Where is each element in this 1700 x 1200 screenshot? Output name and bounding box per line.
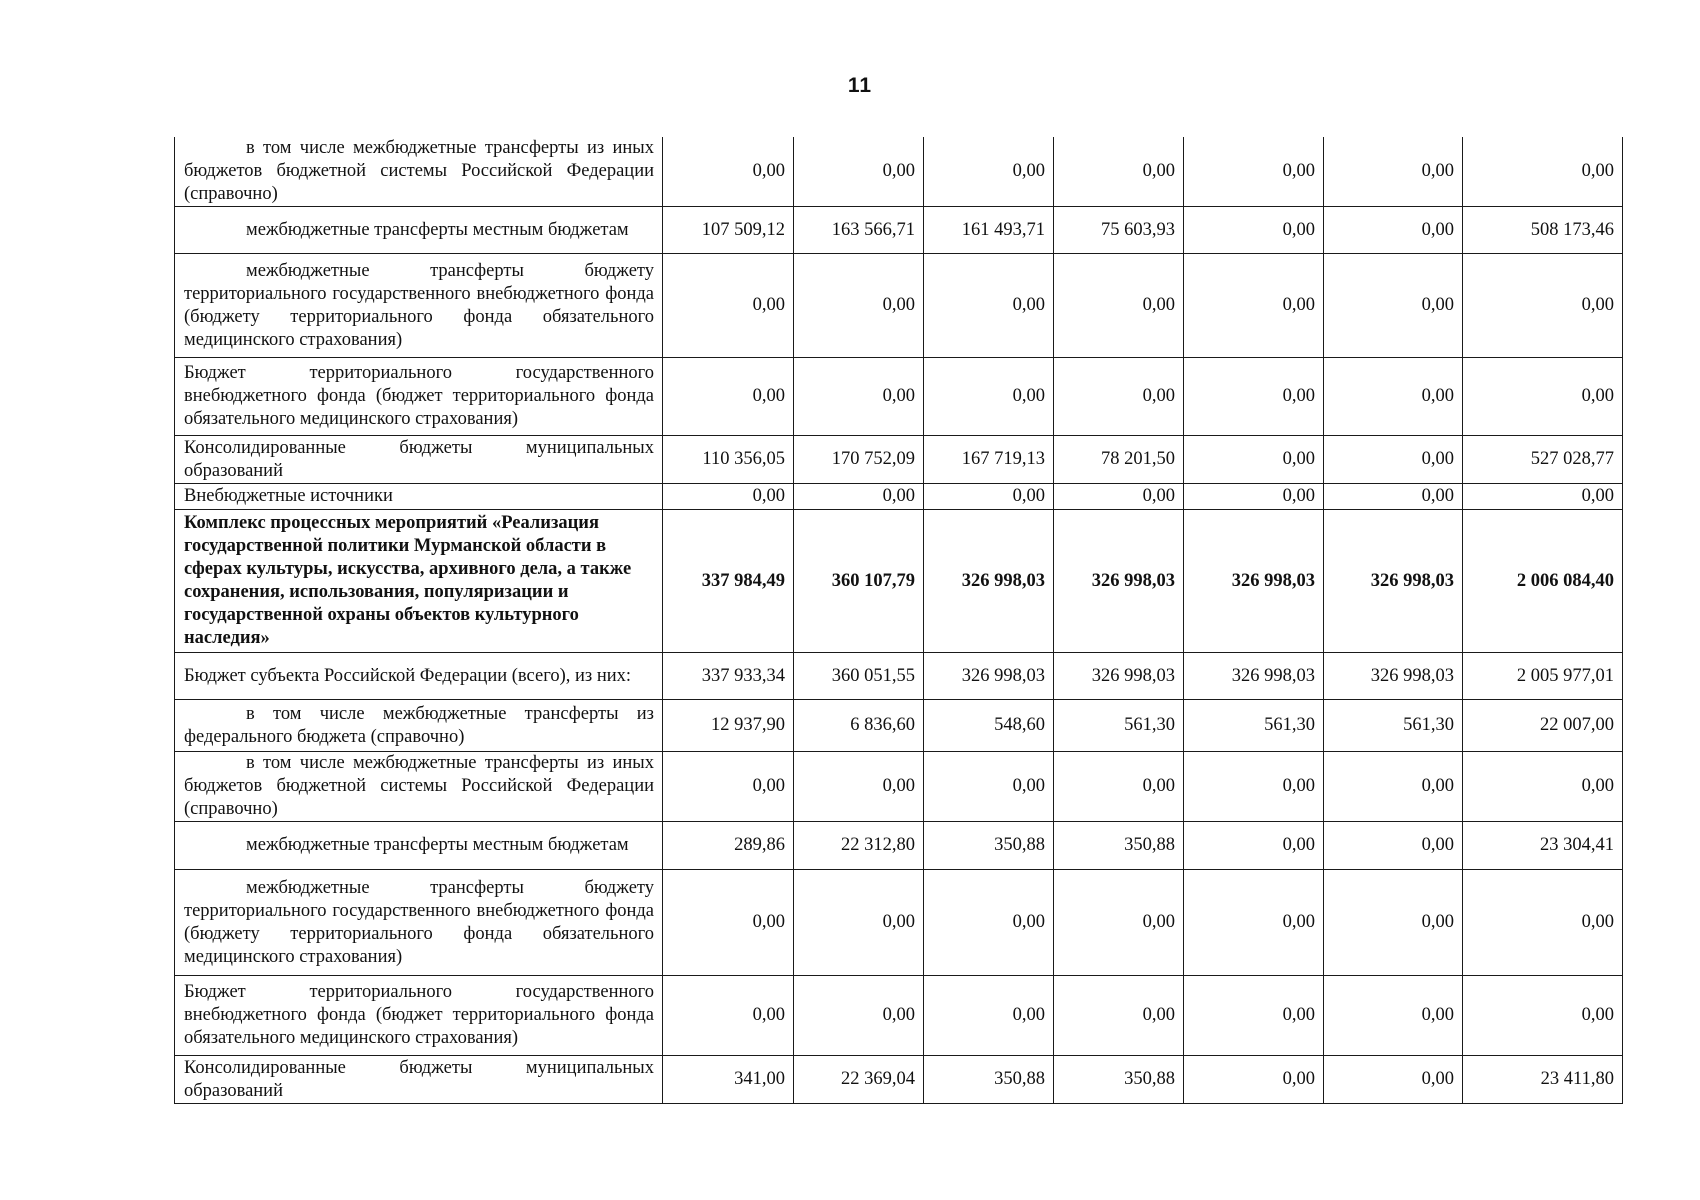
value-cell: 0,00 (1324, 484, 1463, 510)
value-cell: 0,00 (1463, 870, 1623, 976)
value-cell: 75 603,93 (1054, 207, 1184, 254)
value-cell: 0,00 (1054, 254, 1184, 358)
value-cell: 0,00 (1463, 484, 1623, 510)
row-label: Бюджет субъекта Российской Федерации (всего), из них: (175, 653, 663, 700)
value-cell: 0,00 (1184, 358, 1324, 436)
value-cell: 508 173,46 (1463, 207, 1623, 254)
value-cell: 0,00 (663, 358, 794, 436)
value-cell: 110 356,05 (663, 436, 794, 484)
value-cell: 0,00 (1184, 822, 1324, 870)
value-cell: 0,00 (1184, 976, 1324, 1056)
value-cell: 0,00 (924, 752, 1054, 822)
value-cell: 22 312,80 (794, 822, 924, 870)
value-cell: 0,00 (1054, 752, 1184, 822)
value-cell: 350,88 (924, 1056, 1054, 1104)
value-cell: 0,00 (1184, 137, 1324, 207)
value-cell: 0,00 (924, 254, 1054, 358)
value-cell: 0,00 (794, 752, 924, 822)
value-cell: 326 998,03 (1184, 510, 1324, 653)
row-label: Консолидированные бюджеты муниципальных образований (175, 1056, 663, 1104)
value-cell: 0,00 (1054, 870, 1184, 976)
value-cell: 326 998,03 (924, 510, 1054, 653)
value-cell: 0,00 (1324, 870, 1463, 976)
table-row (175, 358, 1623, 436)
value-cell: 0,00 (1054, 358, 1184, 436)
value-cell: 107 509,12 (663, 207, 794, 254)
value-cell: 0,00 (1324, 358, 1463, 436)
value-cell: 6 836,60 (794, 700, 924, 752)
row-label: в том числе межбюджетные трансферты из иных бюджетов бюджетной системы Российской Федерации (справочно) (175, 752, 663, 822)
value-cell: 0,00 (1324, 1056, 1463, 1104)
row-label: межбюджетные трансферты бюджету территориального государственного внебюджетного фонда (бюджету территориального фонда обязательного медицинского страхования) (175, 254, 663, 358)
value-cell: 350,88 (924, 822, 1054, 870)
value-cell: 0,00 (1463, 752, 1623, 822)
table-row (175, 207, 1623, 254)
table-row (175, 1056, 1623, 1104)
value-cell: 0,00 (1324, 822, 1463, 870)
row-label: Внебюджетные источники (175, 484, 663, 510)
value-cell: 0,00 (1184, 254, 1324, 358)
value-cell: 0,00 (1463, 358, 1623, 436)
row-label: межбюджетные трансферты местным бюджетам (175, 207, 663, 254)
row-label: межбюджетные трансферты бюджету территориального государственного внебюджетного фонда (бюджету территориального фонда обязательного медицинского страхования) (175, 870, 663, 976)
table-row (175, 137, 1623, 207)
value-cell: 0,00 (1184, 436, 1324, 484)
value-cell: 0,00 (1463, 254, 1623, 358)
value-cell: 0,00 (1054, 484, 1184, 510)
value-cell: 326 998,03 (1054, 653, 1184, 700)
value-cell: 167 719,13 (924, 436, 1054, 484)
value-cell: 0,00 (663, 870, 794, 976)
value-cell: 326 998,03 (924, 653, 1054, 700)
value-cell: 0,00 (663, 976, 794, 1056)
row-label: Комплекс процессных мероприятий «Реализация государственной политики Мурманской области в сферах культуры, искусства, архивного дела, а также сохранения, использования, популяризации и государственной охраны объектов культурного наследия» (175, 510, 663, 653)
row-label: Бюджет территориального государственного внебюджетного фонда (бюджет территориального фонда обязательного медицинского страхования) (175, 358, 663, 436)
value-cell: 23 411,80 (1463, 1056, 1623, 1104)
value-cell: 0,00 (1324, 137, 1463, 207)
value-cell: 12 937,90 (663, 700, 794, 752)
value-cell: 561,30 (1324, 700, 1463, 752)
value-cell: 326 998,03 (1054, 510, 1184, 653)
value-cell: 548,60 (924, 700, 1054, 752)
value-cell: 0,00 (1324, 976, 1463, 1056)
value-cell: 337 984,49 (663, 510, 794, 653)
value-cell: 0,00 (924, 358, 1054, 436)
table-row (175, 870, 1623, 976)
value-cell: 0,00 (794, 484, 924, 510)
value-cell: 0,00 (663, 484, 794, 510)
value-cell: 0,00 (794, 870, 924, 976)
value-cell: 341,00 (663, 1056, 794, 1104)
value-cell: 0,00 (1184, 1056, 1324, 1104)
value-cell: 161 493,71 (924, 207, 1054, 254)
value-cell: 0,00 (924, 484, 1054, 510)
value-cell: 163 566,71 (794, 207, 924, 254)
value-cell: 0,00 (1184, 207, 1324, 254)
table-row (175, 752, 1623, 822)
value-cell: 0,00 (1184, 484, 1324, 510)
value-cell: 0,00 (663, 752, 794, 822)
value-cell: 0,00 (924, 976, 1054, 1056)
value-cell: 0,00 (1324, 254, 1463, 358)
value-cell: 0,00 (1054, 976, 1184, 1056)
value-cell: 350,88 (1054, 822, 1184, 870)
value-cell: 337 933,34 (663, 653, 794, 700)
value-cell: 350,88 (1054, 1056, 1184, 1104)
value-cell: 0,00 (1463, 137, 1623, 207)
value-cell: 0,00 (1463, 976, 1623, 1056)
value-cell: 170 752,09 (794, 436, 924, 484)
value-cell: 0,00 (794, 358, 924, 436)
value-cell: 360 051,55 (794, 653, 924, 700)
value-cell: 0,00 (794, 976, 924, 1056)
value-cell: 2 005 977,01 (1463, 653, 1623, 700)
row-label: в том числе межбюджетные трансферты из иных бюджетов бюджетной системы Российской Федерации (справочно) (175, 137, 663, 207)
value-cell: 78 201,50 (1054, 436, 1184, 484)
value-cell: 0,00 (663, 254, 794, 358)
table-row (175, 976, 1623, 1056)
table-row (175, 254, 1623, 358)
value-cell: 0,00 (663, 137, 794, 207)
value-cell: 0,00 (1324, 752, 1463, 822)
value-cell: 0,00 (1184, 870, 1324, 976)
value-cell: 0,00 (1054, 137, 1184, 207)
table-row (175, 653, 1623, 700)
value-cell: 289,86 (663, 822, 794, 870)
value-cell: 0,00 (1324, 436, 1463, 484)
value-cell: 0,00 (794, 137, 924, 207)
table-row (175, 700, 1623, 752)
value-cell: 0,00 (924, 137, 1054, 207)
value-cell: 326 998,03 (1324, 653, 1463, 700)
table-row (175, 510, 1623, 653)
value-cell: 326 998,03 (1184, 653, 1324, 700)
value-cell: 527 028,77 (1463, 436, 1623, 484)
row-label: межбюджетные трансферты местным бюджетам (175, 822, 663, 870)
value-cell: 0,00 (924, 870, 1054, 976)
row-label: Консолидированные бюджеты муниципальных образований (175, 436, 663, 484)
value-cell: 326 998,03 (1324, 510, 1463, 653)
table-row (175, 484, 1623, 510)
value-cell: 23 304,41 (1463, 822, 1623, 870)
row-label: в том числе межбюджетные трансферты из федерального бюджета (справочно) (175, 700, 663, 752)
value-cell: 561,30 (1184, 700, 1324, 752)
budget-table (174, 137, 1623, 1104)
row-label: Бюджет территориального государственного внебюджетного фонда (бюджет территориального фонда обязательного медицинского страхования) (175, 976, 663, 1056)
value-cell: 0,00 (1324, 207, 1463, 254)
value-cell: 0,00 (1184, 752, 1324, 822)
table-row (175, 436, 1623, 484)
value-cell: 561,30 (1054, 700, 1184, 752)
page-number: 11 (847, 74, 873, 97)
value-cell: 360 107,79 (794, 510, 924, 653)
value-cell: 22 007,00 (1463, 700, 1623, 752)
value-cell: 0,00 (794, 254, 924, 358)
value-cell: 22 369,04 (794, 1056, 924, 1104)
value-cell: 2 006 084,40 (1463, 510, 1623, 653)
table-row (175, 822, 1623, 870)
